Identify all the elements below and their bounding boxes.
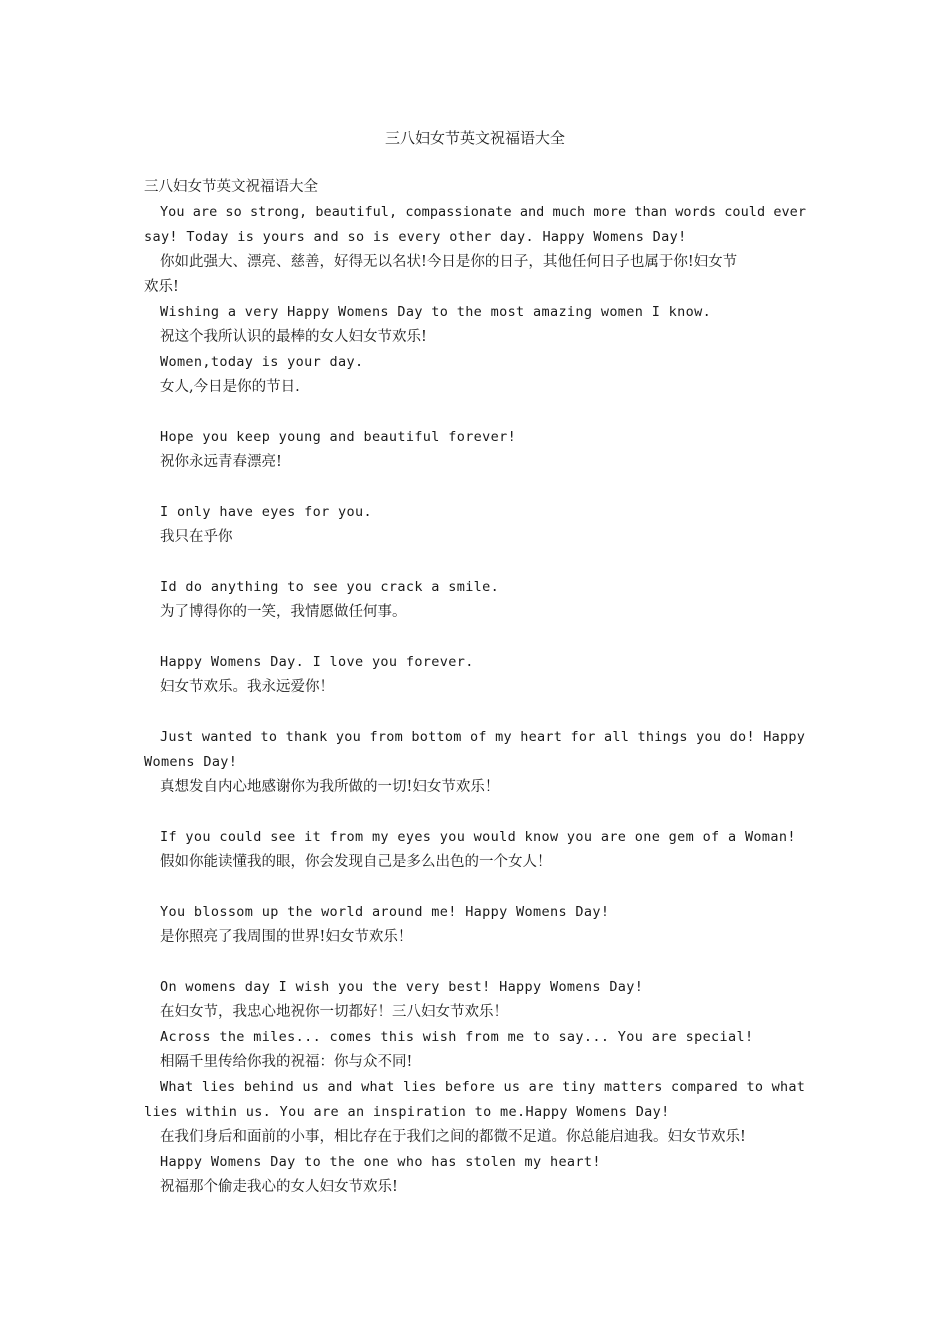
text-line: 真想发自内心地感谢你为我所做的一切!妇女节欢乐！ (160, 779, 500, 795)
text-line: 相隔千里传给你我的祝福：你与众不同! (160, 1054, 413, 1070)
section-heading: 三八妇女节英文祝福语大全 (144, 179, 318, 195)
blank-line (144, 950, 806, 975)
text-line: 在妇女节，我忠心地祝你一切都好！三八妇女节欢乐！ (160, 1004, 508, 1020)
text-line: 妇女节欢乐。我永远爱你！ (160, 679, 334, 695)
text-line: 在我们身后和面前的小事，相比存在于我们之间的都微不足道。你总能启迪我。妇女节欢乐! (160, 1129, 746, 1145)
text-line: Hope you keep young and beautiful forever! (160, 429, 517, 445)
text-line: Wishing a very Happy Womens Day to the most amazing women I know. (160, 304, 712, 320)
text-line: 假如你能读懂我的眼，你会发现自己是多么出色的一个女人！ (160, 854, 552, 870)
text-line: 我只在乎你 (160, 529, 233, 545)
blank-line (144, 875, 806, 900)
text-line: I only have eyes for you. (160, 504, 372, 520)
text-line: 是你照亮了我周围的世界!妇女节欢乐！ (160, 929, 413, 945)
blank-line (144, 800, 806, 825)
blank-line (144, 550, 806, 575)
blank-line (144, 700, 806, 725)
text-line: Id do anything to see you crack a smile. (160, 579, 500, 595)
text-line: Women,today is your day. (160, 354, 364, 370)
text-line: 为了博得你的一笑，我情愿做任何事。 (160, 604, 407, 620)
text-line: Happy Womens Day to the one who has stolen my heart! (160, 1154, 601, 1170)
text-line: What lies behind us and what lies before us are tiny matters compared to what (160, 1079, 806, 1095)
text-line: On womens day I wish you the very best! Happy Womens Day! (160, 979, 644, 995)
blank-line (144, 475, 806, 500)
text-line: 祝这个我所认识的最棒的女人妇女节欢乐! (160, 329, 427, 345)
blank-line (144, 625, 806, 650)
text-line: Happy Womens Day. I love you forever. (160, 654, 474, 670)
text-line: 女人,今日是你的节日. (160, 379, 300, 395)
document-title: 三八妇女节英文祝福语大全 (384, 129, 565, 147)
text-line: 你如此强大、漂亮、慈善，好得无以名状!今日是你的日子，其他任何日子也属于你!妇女节 (160, 254, 738, 270)
text-line: Across the miles... comes this wish from me to say... You are special! (160, 1029, 754, 1045)
text-line: You are so strong, beautiful, compassionate and much more than words could ever (160, 204, 807, 220)
text-line: You blossom up the world around me! Happy Womens Day! (160, 904, 610, 920)
text-line: Womens Day! (144, 754, 238, 770)
text-line: 欢乐! (144, 279, 179, 295)
text-line: 祝你永远青春漂亮! (160, 454, 282, 470)
text-line: say! Today is yours and so is every other day. Happy Womens Day! (144, 229, 687, 245)
text-line: 祝福那个偷走我心的女人妇女节欢乐! (160, 1179, 398, 1195)
document-body (144, 175, 806, 1200)
blank-line (144, 400, 806, 425)
text-line: If you could see it from my eyes you would know you are one gem of a Woman! (160, 829, 796, 845)
text-line: lies within us. You are an inspiration to me.Happy Womens Day! (144, 1104, 670, 1120)
text-line: Just wanted to thank you from bottom of my heart for all things you do! Happy (160, 729, 806, 745)
